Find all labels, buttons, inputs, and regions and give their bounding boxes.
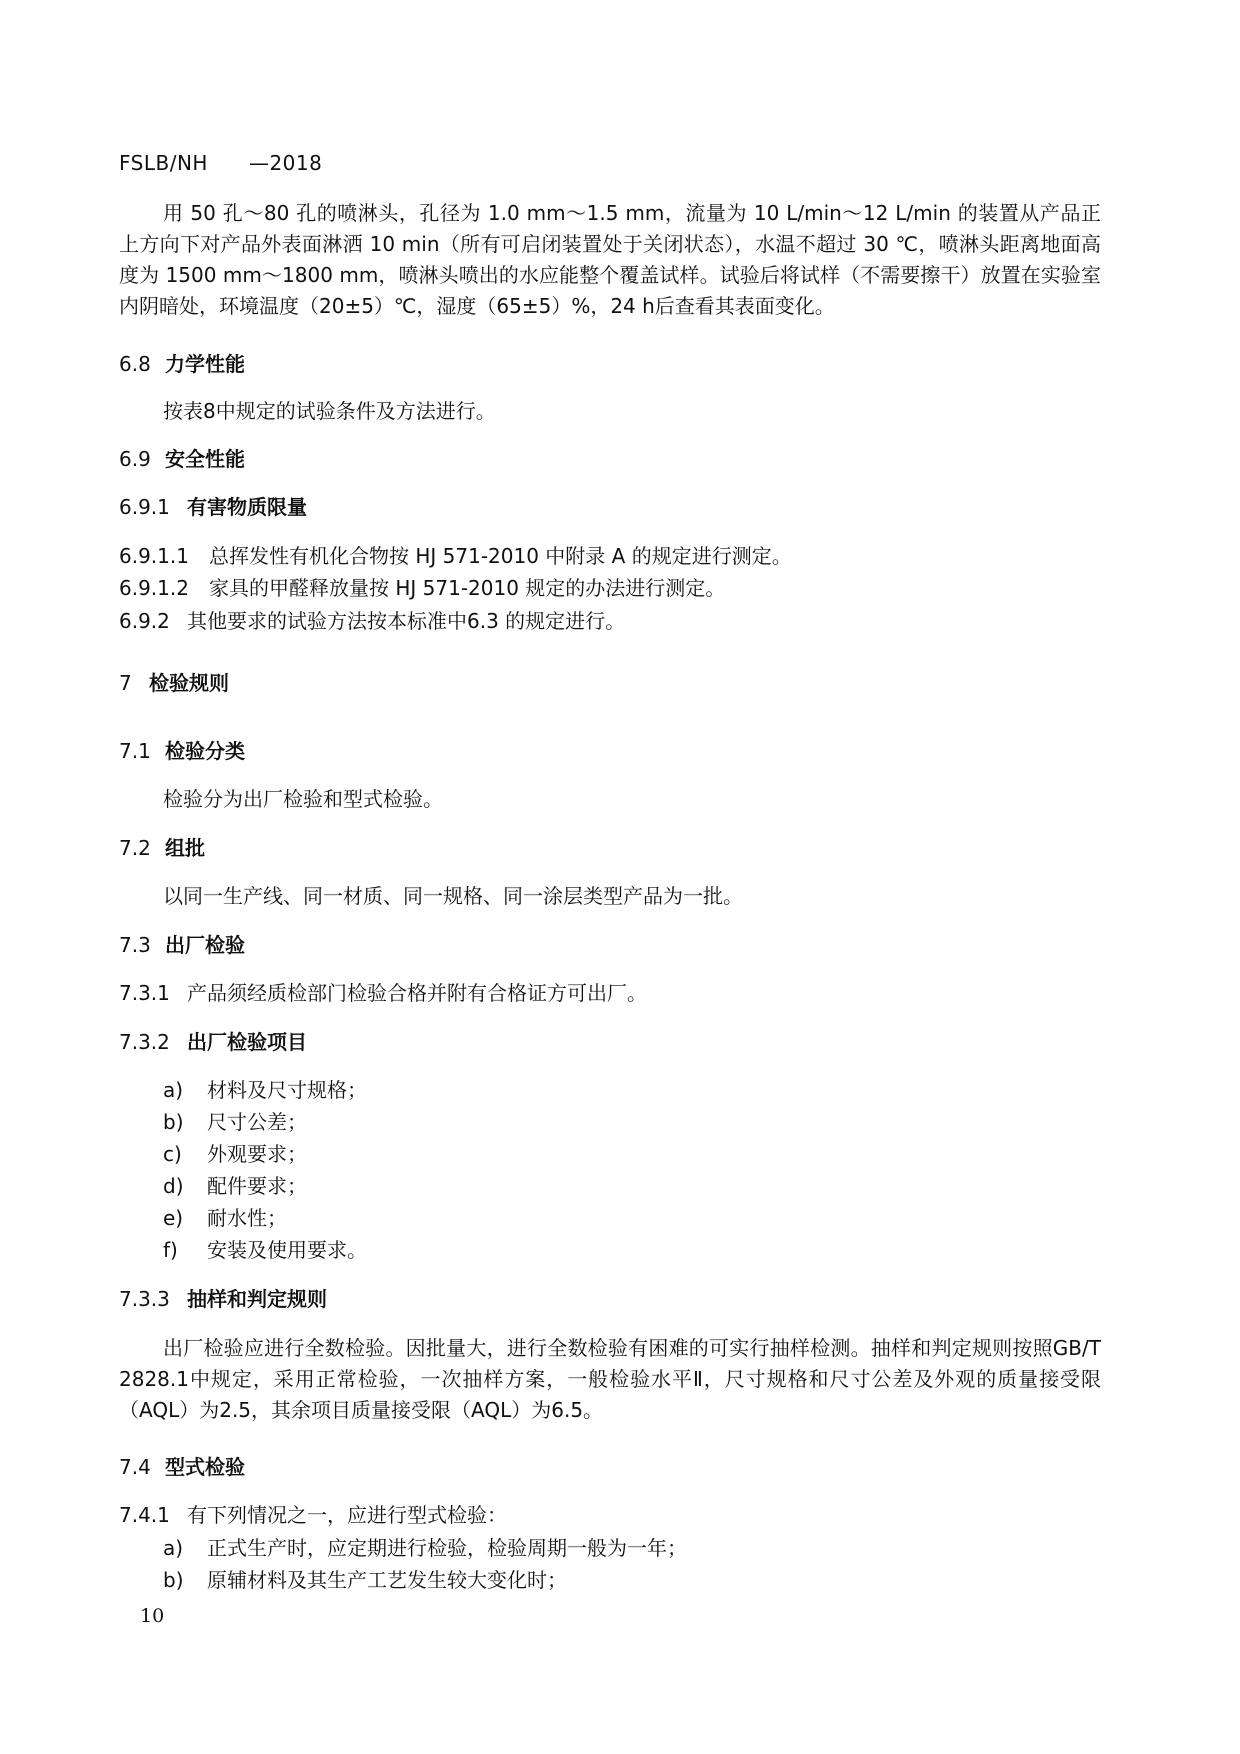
section-6-8-heading [119,351,245,377]
section-number: 6.9.1 [119,495,170,519]
clause-6-9-1-1 [119,543,792,569]
list-item [163,1109,307,1135]
section-title: 抽样和判定规则 [187,1287,327,1311]
list-text: 正式生产时，应定期进行检验，检验周期一般为一年； [207,1536,687,1560]
clause-text: 家具的甲醛释放量按 HJ 571-2010 规定的办法进行测定。 [209,576,726,600]
chapter-title: 检验规则 [149,671,229,695]
clause-7-3-1 [119,980,647,1006]
section-title: 有害物质限量 [187,495,307,519]
clause-6-9-2 [119,608,625,634]
section-number: 7.3.3 [119,1287,170,1311]
list-marker: a) [163,1078,184,1102]
list-item [163,1205,287,1231]
page-number: 10 [140,1605,165,1627]
list-marker: a) [163,1536,184,1560]
list-marker: b) [163,1110,184,1134]
list-text: 原辅材料及其生产工艺发生较大变化时； [207,1568,567,1592]
section-6-9-1-heading [119,494,307,520]
clause-text: 产品须经质检部门检验合格并附有合格证方可出厂。 [187,981,647,1005]
clause-text: 有下列情况之一，应进行型式检验： [187,1503,507,1527]
list-item [163,1173,307,1199]
list-item [163,1567,567,1593]
clause-number: 6.9.2 [119,609,170,633]
clause-number: 7.3.1 [119,981,170,1005]
section-7-2-heading [119,835,205,861]
section-number: 6.8 [119,352,151,376]
paragraph-water-spray-test: 用 50 孔～80 孔的喷淋头，孔径为 1.0 mm～1.5 mm，流量为 10 L/min～12 L/min 的装置从产品正上方向下对产品外表面淋洒 10 min（所有可启闭装置处于关闭状态），水温不超过 30 ℃，喷淋头距离地面高度为 1500 mm～1800 mm，喷淋头喷出的水应能整个覆盖试样。试验后将试样（不需要擦干）放置在实验室内阴暗处，环境温度（20±5）℃，湿度（65±5）%，24 h后查看其表面变化。 [119,201,1101,318]
list-marker: e) [163,1206,184,1230]
list-text: 外观要求； [207,1142,307,1166]
section-6-8-text: 按表8中规定的试验条件及方法进行。 [163,399,496,423]
paragraph-sampling-rules: 出厂检验应进行全数检验。因批量大，进行全数检验有困难的可实行抽样检测。抽样和判定规则按照GB/T 2828.1中规定，采用正常检验，一次抽样方案，一般检验水平Ⅱ，尺寸规格和尺寸公差及外观的质量接受限（AQL）为2.5，其余项目质量接受限（AQL）为6.5。 [119,1336,1101,1422]
section-7-3-3-heading [119,1286,327,1312]
section-7-3-heading [119,932,245,958]
section-number: 7.3.2 [119,1030,170,1054]
list-marker: d) [163,1174,184,1198]
section-7-1-heading [119,738,245,764]
section-7-4-heading [119,1454,245,1480]
section-title: 出厂检验 [165,933,245,957]
section-number: 7.1 [119,739,151,763]
section-title: 检验分类 [165,739,245,763]
list-text: 材料及尺寸规格； [207,1078,367,1102]
section-title: 力学性能 [165,352,245,376]
list-item [163,1535,687,1561]
section-number: 7.2 [119,836,151,860]
list-marker: c) [163,1142,182,1166]
list-item [163,1237,367,1263]
list-marker: f) [163,1238,178,1262]
section-number: 7.3 [119,933,151,957]
list-marker: b) [163,1568,184,1592]
section-title: 组批 [165,836,205,860]
list-item [163,1077,367,1103]
clause-text: 总挥发性有机化合物按 HJ 571-2010 中附录 A 的规定进行测定。 [209,544,792,568]
list-item [163,1141,307,1167]
chapter-7-heading [119,670,229,696]
clause-number: 7.4.1 [119,1503,170,1527]
clause-6-9-1-2 [119,575,725,601]
list-text: 安装及使用要求。 [207,1238,367,1262]
clause-number: 6.9.1.1 [119,544,189,568]
section-7-2-text: 以同一生产线、同一材质、同一规格、同一涂层类型产品为一批。 [163,884,743,908]
section-number: 6.9 [119,447,151,471]
list-text: 尺寸公差； [207,1110,307,1134]
section-7-3-2-heading [119,1029,307,1055]
section-6-9-heading [119,446,245,472]
standard-code-header: FSLB/NH —2018 [119,151,323,175]
clause-7-4-1 [119,1502,507,1528]
section-title: 出厂检验项目 [187,1030,307,1054]
list-text: 配件要求； [207,1174,307,1198]
section-number: 7.4 [119,1455,151,1479]
clause-number: 6.9.1.2 [119,576,189,600]
section-7-1-text: 检验分为出厂检验和型式检验。 [163,787,443,811]
chapter-number: 7 [119,671,132,695]
clause-text: 其他要求的试验方法按本标准中6.3 的规定进行。 [187,609,626,633]
list-text: 耐水性； [207,1206,287,1230]
section-title: 型式检验 [165,1455,245,1479]
section-title: 安全性能 [165,447,245,471]
